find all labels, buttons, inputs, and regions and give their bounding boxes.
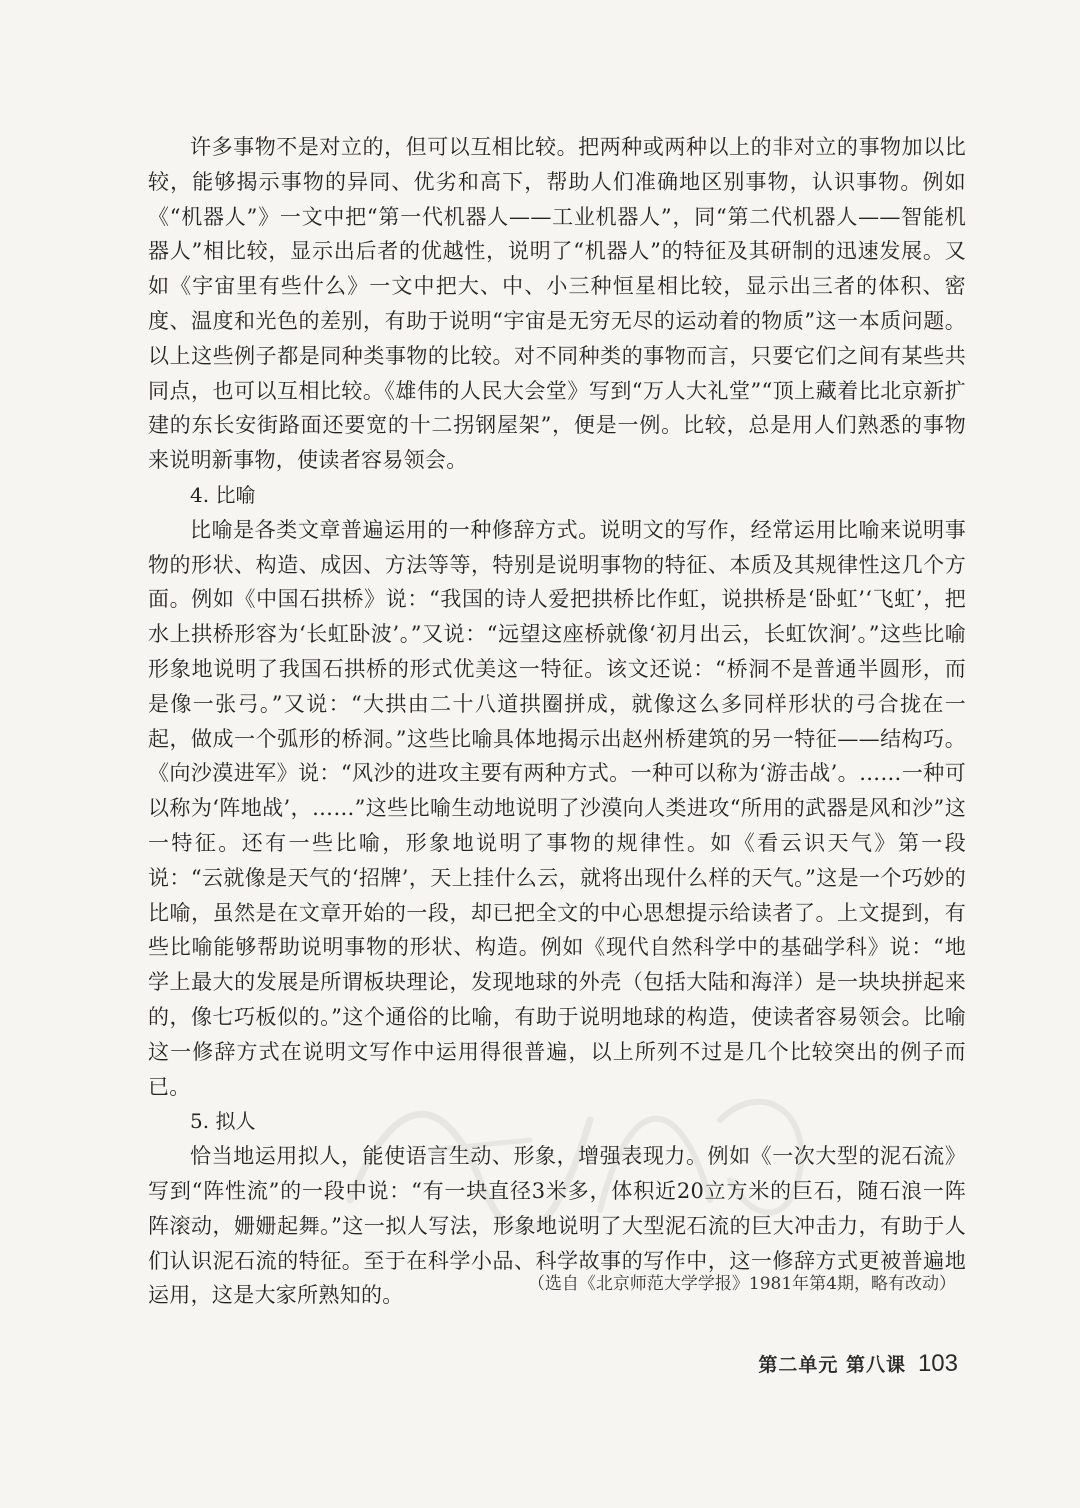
paragraph-metaphor: 比喻是各类文章普遍运用的一种修辞方式。说明文的写作，经常运用比喻来说明事物的形状、构造、成因、方法等等，特别是说明事物的特征、本质及其规律性这几个方面。例如《中国石拱桥》说：“我国的诗人爱把拱桥比作虹，说拱桥是‘卧虹’‘飞虹’，把水上拱桥形容为‘长虹卧波’。”又说：“远望这座桥就像‘初月出云，长虹饮涧’。”这些比喻形象地说明了我国石拱桥的形式优美这一特征。该文还说：“桥洞不是普通半圆形，而是像一张弓。”又说：“大拱由二十八道拱圈拼成，就像这么多同样形状的弓合拢在一起，做成一个弧形的桥洞。”这些比喻具体地揭示出赵州桥建筑的另一特征——结构巧。《向沙漠进军》说：“风沙的进攻主要有两种方式。一种可以称为‘游击战’。……一种可以称为‘阵地战’，……”这些比喻生动地说明了沙漠向人类进攻“所用的武器是风和沙”这一特征。还有一些比喻，形象地说明了事物的规律性。如《看云识天气》第一段说：“云就像是天气的‘招牌’，天上挂什么云，就将出现什么样的天气。”这是一个巧妙的比喻，虽然是在文章开始的一段，却已把全文的中心思想提示给读者了。上文提到，有些比喻能够帮助说明事物的形状、构造。例如《现代自然科学中的基础学科》说：“地学上最大的发展是所谓板块理论，发现地球的外壳（包括大陆和海洋）是一块块拼起来的，像七巧板似的。”这个通俗的比喻，有助于说明地球的构造，使读者容易领会。比喻这一修辞方式在说明文写作中运用得很普遍，以上所列不过是几个比较突出的例子而已。 (148, 517, 966, 1099)
heading-metaphor: 4. 比喻 (190, 482, 256, 507)
unit-lesson-label: 第二单元 第八课 (758, 1354, 906, 1376)
page-footer (758, 1349, 958, 1380)
body-text (148, 130, 966, 1313)
source-citation: （选自《北京师范大学学报》1981年第4期，略有改动） (527, 1274, 956, 1294)
paragraph-comparison: 许多事物不是对立的，但可以互相比较。把两种或两种以上的非对立的事物加以比较，能够揭示事物的异同、优劣和高下，帮助人们准确地区别事物，认识事物。例如《“机器人”》一文中把“第一代机器人——工业机器人”，同“第二代机器人——智能机器人”相比较，显示出后者的优越性，说明了“机器人”的特征及其研制的迅速发展。又如《宇宙里有些什么》一文中把大、中、小三种恒星相比较，显示出三者的体积、密度、温度和光色的差别，有助于说明“宇宙是无穷无尽的运动着的物质”这一本质问题。以上这些例子都是同种类事物的比较。对不同种类的事物而言，只要它们之间有某些共同点，也可以互相比较。《雄伟的人民大会堂》写到“万人大礼堂”“顶上藏着比北京新扩建的东长安街路面还要宽的十二拐钢屋架”，便是一例。比较，总是用人们熟悉的事物来说明新事物，使读者容易领会。 (148, 135, 966, 473)
heading-personification: 5. 拟人 (190, 1109, 256, 1134)
paragraph-personification: 恰当地运用拟人，能使语言生动、形象，增强表现力。例如《一次大型的泥石流》写到“阵性流”的一段中说：“有一块直径3米多，体积近20立方米的巨石，随石浪一阵阵滚动，姗姗起舞。”这一拟人写法，形象地说明了大型泥石流的巨大冲击力，有助于人们认识泥石流的特征。至于在科学小品、科学故事的写作中，这一修辞方式更被普遍地运用，这是大家所熟知的。 (148, 1144, 966, 1308)
page-number: 103 (917, 1350, 958, 1377)
